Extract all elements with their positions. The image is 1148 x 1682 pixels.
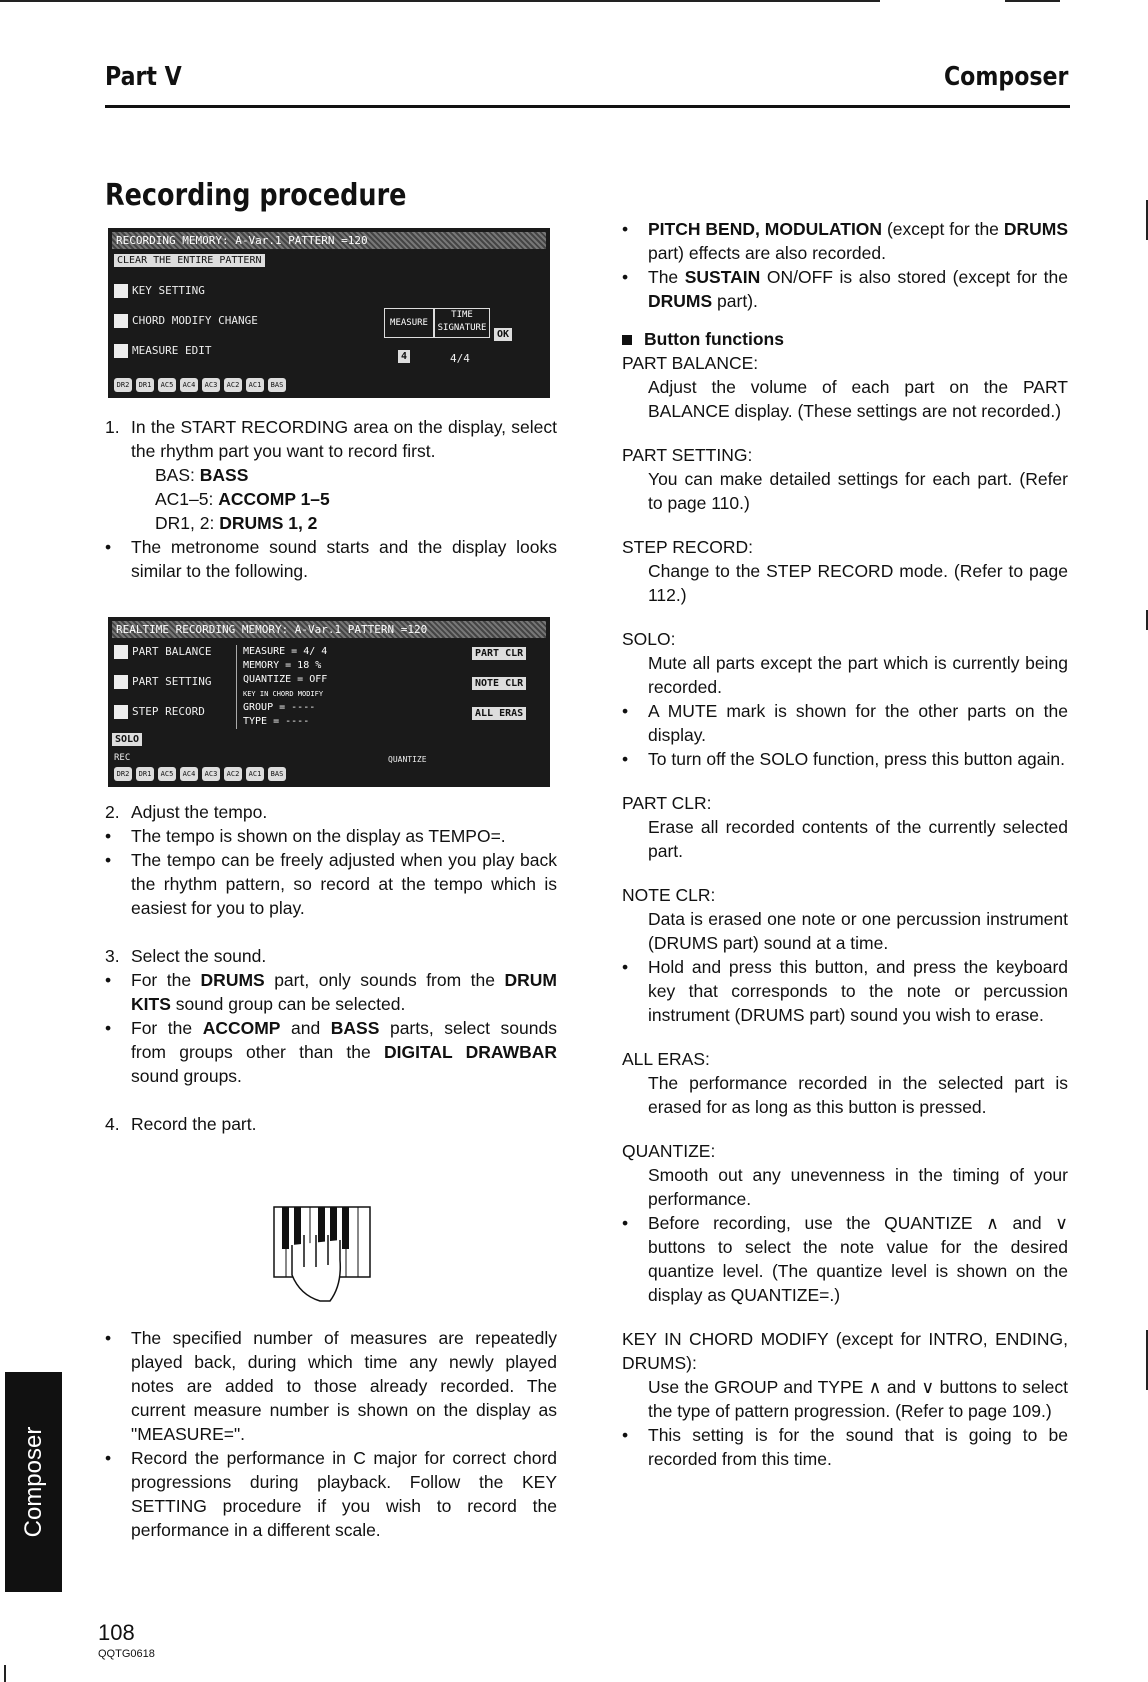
bullet: • The tempo can be freely adjusted when you play back the rhythm pattern, so record at the tempo which is easiest for you to play. (105, 850, 557, 918)
bullet: • The SUSTAIN ON/OFF is also stored (except for the DRUMS part). (622, 267, 1068, 311)
square-bullet-icon (622, 335, 632, 345)
clear-pattern-button[interactable]: CLEAR THE ENTIRE PATTERN (114, 254, 265, 267)
part-tab[interactable]: AC1 (246, 378, 264, 392)
bullet: • The tempo is shown on the display as TEMPO=. (105, 826, 506, 846)
lcd-title-bar: RECORDING MEMORY: A-Var.1 PATTERN =120 (112, 232, 546, 249)
left-column (105, 415, 557, 583)
bullet: • To turn off the SOLO function, press this button again. (622, 749, 1066, 769)
left-column-bottom (105, 1326, 557, 1542)
header-rule (105, 105, 1070, 108)
time-signature-value[interactable]: 4/4 (450, 352, 470, 365)
part-tab[interactable]: AC2 (224, 767, 242, 781)
top-edge-rule (0, 0, 880, 2)
button-icon (114, 314, 128, 328)
section-title: Recording procedure (105, 178, 407, 213)
hand-on-keyboard-icon (270, 1205, 380, 1305)
info-quantize: QUANTIZE = OFF (243, 674, 328, 685)
button-icon (114, 344, 128, 358)
top-edge-rule (1005, 0, 1060, 2)
button-icon (114, 705, 128, 719)
part-tab[interactable]: DR1 (136, 767, 154, 781)
bullet: • Before recording, use the QUANTIZE ∧ and ∨ buttons to select the note value for the desired quantize level. (The quantize level is shown on the display as QUANTIZE=.) (622, 1213, 1068, 1305)
info-group: GROUP = ---- (243, 702, 316, 713)
info-measure: MEASURE = 4/ 4 (243, 646, 328, 657)
bullet: • This setting is for the sound that is going to be recorded from this time. (622, 1425, 1068, 1469)
info-memory: MEMORY = 18 % (243, 660, 322, 671)
function-item: PART CLR: Erase all recorded contents of the currently selected part. (622, 793, 1068, 861)
time-signature-label: TIME SIGNATURE (434, 308, 490, 338)
part-code-list (105, 463, 557, 535)
part-tab[interactable]: AC1 (246, 767, 264, 781)
ok-button[interactable]: OK (494, 328, 512, 341)
step-4: 4. Record the part. (105, 1114, 257, 1134)
page-number: 108 (98, 1620, 135, 1645)
bullet: • Hold and press this button, and press the keyboard key that corresponds to the note or percussion instrument (DRUMS part) sound you wish to erase. (622, 957, 1068, 1025)
button-functions-heading: Button functions (622, 327, 1068, 351)
bullet: • For the ACCOMP and BASS parts, select sounds from groups other than the DIGITAL DRAWBAR sound groups. (105, 1018, 557, 1086)
bullet: • Record the performance in C major for correct chord progressions during playback. Follow the KEY SETTING procedure if you wish to record the performance in a different scale. (105, 1448, 557, 1540)
part-tab[interactable]: DR2 (114, 378, 132, 392)
rec-indicator: REC (114, 753, 131, 763)
part-tab[interactable]: AC2 (224, 378, 242, 392)
page-code: QQTG0618 (98, 1648, 155, 1660)
part-label: Part V (105, 62, 182, 92)
part-tab[interactable]: AC4 (180, 378, 198, 392)
step-record-button[interactable]: STEP RECORD (114, 705, 205, 719)
function-item: KEY IN CHORD MODIFY (except for INTRO, ENDING, DRUMS): Use the GROUP and TYPE ∧ and ∨ buttons to select the type of pattern progression. (Refer to page 109.) • This setting is for the sound that is going to be recorded from this time. (622, 1329, 1068, 1469)
part-code-item: DR1, 2: DRUMS 1, 2 (155, 513, 318, 533)
part-code-item: AC1–5: ACCOMP 1–5 (155, 489, 330, 509)
chapter-side-tab (5, 1372, 62, 1592)
step-1: 1. In the START RECORDING area on the display, select the rhythm part you want to record first. (105, 417, 557, 461)
margin-mark (4, 1665, 6, 1682)
measure-edit-button[interactable]: MEASURE EDIT (114, 344, 211, 358)
function-item: SOLO: Mute all parts except the part which is currently being recorded. • A MUTE mark is shown for the other parts on the display. • To turn off the SOLO function, press this button again. (622, 629, 1068, 769)
part-setting-button[interactable]: PART SETTING (114, 675, 211, 689)
bullet: • The specified number of measures are repeatedly played back, during which time any newly played notes are added to those already recorded. The current measure number is shown on the display as "MEASURE=". (105, 1328, 557, 1444)
part-clr-button[interactable]: PART CLR (472, 647, 526, 660)
lcd-screen-recording (108, 228, 550, 398)
side-tab-label: Composer (19, 1426, 47, 1538)
measure-value[interactable]: 4 (398, 350, 410, 363)
info-key-in-chord: KEY IN CHORD MODIFY (243, 690, 324, 698)
step-3: 3. Select the sound. (105, 946, 267, 966)
bullet: • The metronome sound starts and the display looks similar to the following. (105, 537, 557, 581)
function-item: NOTE CLR: Data is erased one note or one percussion instrument (DRUMS part) sound at a time. • Hold and press this button, and press the keyboard key that corresponds to the note or percussion instrument (DRUMS part) sound you wish to erase. (622, 885, 1068, 1025)
part-tab[interactable]: DR2 (114, 767, 132, 781)
lcd-screen-realtime-recording (108, 617, 550, 787)
part-balance-button[interactable]: PART BALANCE (114, 645, 211, 659)
quantize-label: QUANTIZE (388, 755, 427, 764)
chapter-label: Composer (943, 62, 1068, 92)
function-item: QUANTIZE: Smooth out any unevenness in the timing of your performance. • Before recording, use the QUANTIZE ∧ and ∨ buttons to select the note value for the desired quantize level. (The quantize level is shown on the display as QUANTIZE=.) (622, 1141, 1068, 1305)
recording-info (236, 645, 423, 729)
bullet: • A MUTE mark is shown for the other parts on the display. (622, 701, 1068, 745)
bullet: • For the DRUMS part, only sounds from the DRUM KITS sound group can be selected. (105, 970, 557, 1014)
solo-button[interactable]: SOLO (112, 733, 142, 746)
part-tab[interactable]: BAS (268, 767, 286, 781)
note-clr-button[interactable]: NOTE CLR (472, 677, 526, 690)
part-tab[interactable]: AC3 (202, 378, 220, 392)
part-tab[interactable]: AC5 (158, 767, 176, 781)
all-eras-button[interactable]: ALL ERAS (472, 707, 526, 720)
part-tabs (114, 378, 286, 392)
part-tabs (114, 767, 286, 781)
info-type: TYPE = ---- (243, 716, 310, 727)
left-column-cont (105, 800, 557, 1136)
part-tab[interactable]: AC5 (158, 378, 176, 392)
measure-label: MEASURE (384, 308, 434, 338)
button-icon (114, 645, 128, 659)
part-tab[interactable]: DR1 (136, 378, 154, 392)
button-icon (114, 284, 128, 298)
function-item: STEP RECORD: Change to the STEP RECORD mode. (Refer to page 112.) (622, 537, 1068, 605)
function-item: PART SETTING: You can make detailed settings for each part. (Refer to page 110.) (622, 445, 1068, 513)
right-column (622, 217, 1068, 1471)
part-code-item: BAS: BASS (155, 465, 249, 485)
chord-modify-change-button[interactable]: CHORD MODIFY CHANGE (114, 314, 258, 328)
function-item: ALL ERAS: The performance recorded in the selected part is erased for as long as this button is pressed. (622, 1049, 1068, 1117)
part-tab[interactable]: AC3 (202, 767, 220, 781)
lcd-title-bar: REALTIME RECORDING MEMORY: A-Var.1 PATTERN =120 (112, 621, 546, 638)
step-2: 2. Adjust the tempo. (105, 802, 268, 822)
part-tab[interactable]: AC4 (180, 767, 198, 781)
key-setting-button[interactable]: KEY SETTING (114, 284, 205, 298)
bullet: • PITCH BEND, MODULATION (except for the DRUMS part) effects are also recorded. (622, 219, 1068, 263)
part-tab[interactable]: BAS (268, 378, 286, 392)
button-icon (114, 675, 128, 689)
function-item: PART BALANCE: Adjust the volume of each part on the PART BALANCE display. (These settings are not recorded.) (622, 353, 1068, 421)
